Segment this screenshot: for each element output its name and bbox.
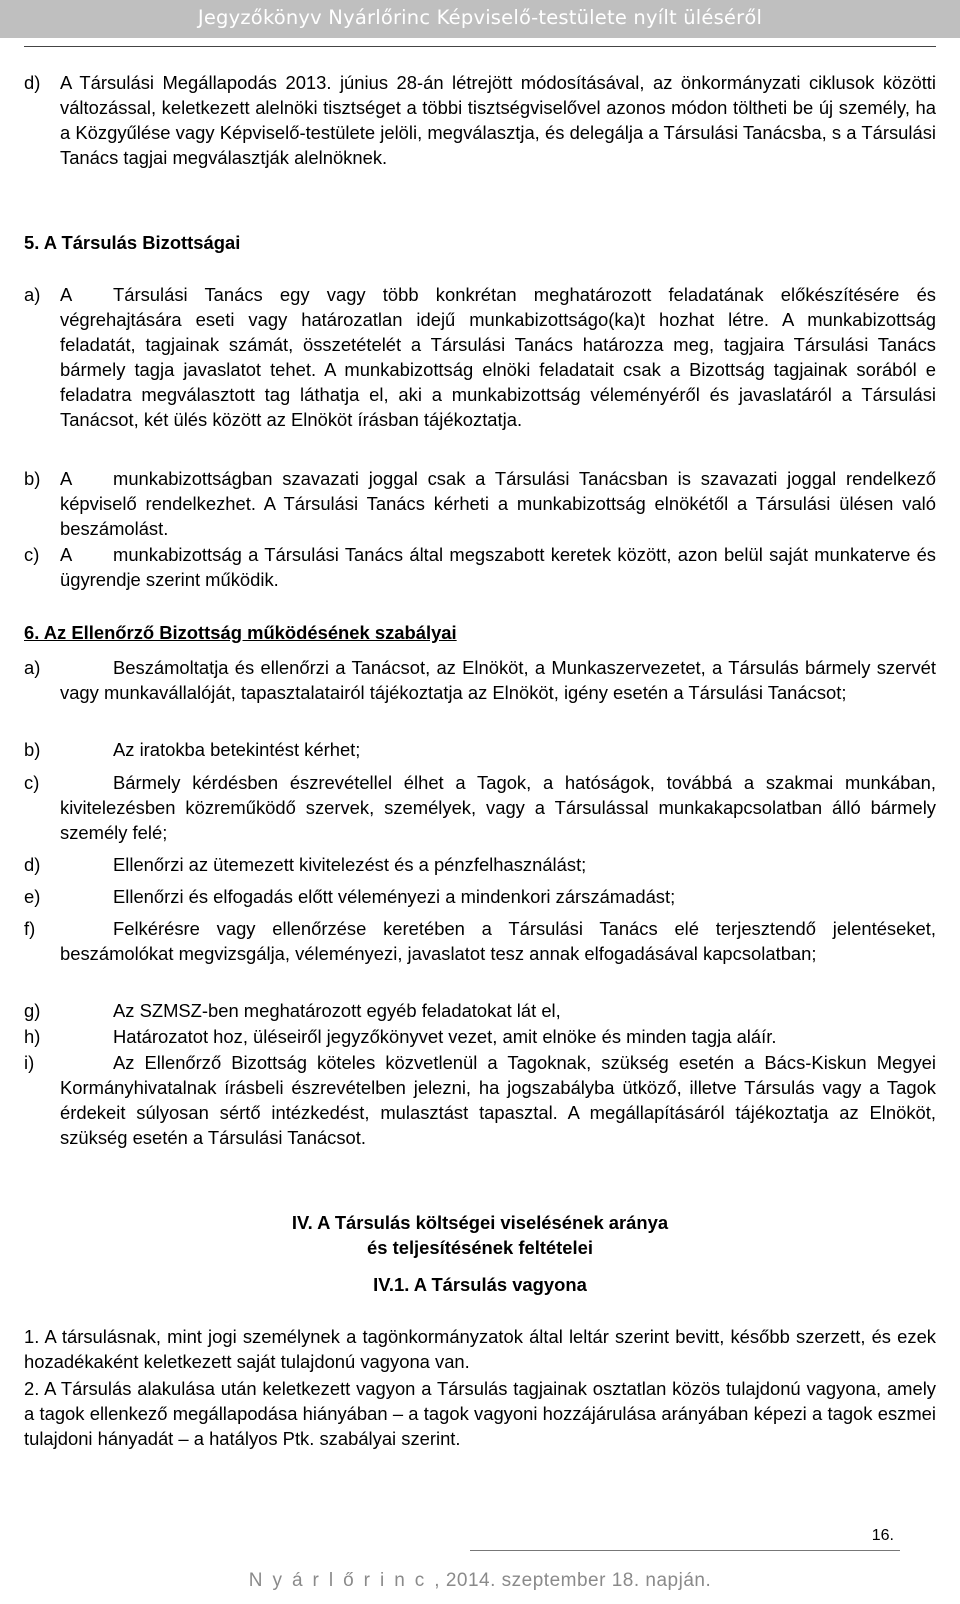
item-label: e) (24, 886, 41, 907)
section-6-heading: 6. Az Ellenőrző Bizottság működésének szabályai (24, 622, 457, 643)
item-label: c) (24, 544, 40, 565)
item-text: Határozatot hoz, üléseiről jegyzőkönyvet vezet, amit elnöke és minden tagja aláír. (113, 1026, 777, 1047)
item-label: b) (24, 739, 41, 760)
section-6-item-f (24, 916, 936, 966)
item-label: f) (24, 918, 36, 939)
section-6-item-h (24, 1024, 936, 1049)
section-5-item-b (24, 466, 936, 541)
page-header (0, 0, 960, 38)
section-5-heading: 5. A Társulás Bizottságai (24, 232, 241, 253)
item-label: b) (24, 468, 41, 489)
item-label: d) (24, 854, 41, 875)
page-number: 16. (871, 1527, 894, 1544)
item-text: Az SZMSZ-ben meghatározott egyéb feladatokat lát el, (113, 1000, 561, 1021)
item-text: Az Ellenőrző Bizottság köteles közvetlenül a Tagoknak, szükség esetén a Bács-Kiskun Megyei Kormányhivatalnak írásbeli észrevételben jelezni, ha jogszabályba ütköző, illetve Társulás vagy a Tagok érdekeit súlyosan sértő intézkedést, mulasztást tapasztal. A megállapításáról tájékoztatja az Elnököt, szükség esetén a Társulási Tanácsot. (60, 1052, 936, 1148)
section-5-item-c (24, 542, 936, 592)
chapter-paragraph-1 (24, 1324, 936, 1374)
item-lead: A (60, 468, 73, 489)
section-6-item-i (24, 1050, 936, 1150)
section-6-item-b (24, 737, 936, 762)
item-text: Ellenőrzi és elfogadás előtt véleményezi a mindenkori zárszámadást; (113, 886, 676, 907)
chapter-title-line-2: és teljesítésének feltételei (367, 1237, 593, 1258)
item-lead: A (60, 284, 73, 305)
section-6-item-g (24, 998, 936, 1023)
section-5 (24, 230, 936, 255)
item-text: Az iratokba betekintést kérhet; (113, 739, 361, 760)
item-text: Felkérésre vagy ellenőrzése keretében a Társulási Tanács elé terjesztendő jelentéseket, beszámolókat megvizsgálja, véleményezi, javaslatot tesz annak elfogadásával kapcsolatban; (60, 918, 936, 964)
intro-block (24, 70, 936, 170)
chapter-title-line-1: IV. A Társulás költségei viselésének aránya (291, 1212, 669, 1233)
page-footer (0, 1570, 960, 1592)
item-text: munkabizottságban szavazati joggal csak a Társulási Tanácsban is szavazati joggal rendelkező képviselő rendelkezhet. A Társulási Tanács kérheti a munkabizottság elnökétől a Társulási ülésen való beszámolást. (60, 468, 936, 539)
chapter-subtitle-text: IV.1. A Társulás vagyona (373, 1274, 587, 1295)
item-label: a) (24, 657, 41, 678)
footer-date: , 2014. szeptember 18. napján. (434, 1570, 712, 1591)
item-label: a) (24, 284, 41, 305)
item-label: h) (24, 1026, 41, 1047)
paragraph-text: 1. A társulásnak, mint jogi személynek a tagönkormányzatok által leltár szerint bevitt, később szerzett, és ezek hozadékaként keletkezett saját tulajdonú vagyona van. (24, 1326, 936, 1372)
chapter-title (24, 1210, 936, 1260)
section-6-item-a (24, 655, 936, 705)
paragraph-text: 2. A Társulás alakulása után keletkezett vagyon a Társulás tagjainak osztatlan közös tulajdonú vagyona, amely a tagok ellenkező megállapodása hiányában – a tagok vagyoni hozzájárulása arányában képezi a tagok eszmei tulajdoni hányadát – a hatályos Ptk. szabályai szerint. (24, 1378, 936, 1449)
item-text: munkabizottság a Társulási Tanács által megszabott keretek között, azon belül saját munkaterve és ügyrendje szerint működik. (60, 544, 936, 590)
item-text: Társulási Tanács egy vagy több konkrétan meghatározott feladatának előkészítésére és végrehajtására eseti vagy határozatlan idejű munkabizottságo(ka)t hozhat létre. A munkabizottság feladatát, tagjainak számát, összetételét a Társulási Tanács határozza meg, tagjaira Társulási Tanács bármely tagja javaslatot tehet. A munkabizottság elnöki feladatait csak a Bizottság tagjainak sorából e feladatra megválasztott tag láthatja el, aki a munkabizottság véleményéről és javaslatáról a Társulási Tanácsot, két ülés között az Elnököt írásban tájékoztatja. (60, 284, 936, 430)
item-text: Beszámoltatja és ellenőrzi a Tanácsot, az Elnököt, a Munkaszervezetet, a Társulás bármely szervét vagy munkavállalóját, tapasztalatairól tájékoztatja az Elnököt, igény esetén a Társulási Tanácsot; (60, 657, 936, 703)
section-5-item-a (24, 282, 936, 432)
intro-item-text: A Társulási Megállapodás 2013. június 28-án létrejött módosításával, az önkormányzati ciklusok közötti változással, keletkezett alelnöki tisztséget a többi tisztségviselővel azonos módon töltheti be új személy, ha a Közgyűlése vagy Képviselő-testülete jelöli, megválasztja, és delegálja a Társulási Tanácsba, s a Társulási Tanács tagjai megválasztják alelnöknek. (60, 72, 936, 168)
section-6-item-e (24, 884, 936, 909)
item-label: i) (24, 1052, 35, 1073)
intro-item-d (24, 70, 936, 170)
item-label: g) (24, 1000, 41, 1021)
section-6-item-c (24, 770, 936, 845)
section-6 (24, 620, 936, 645)
footer-rule (470, 1550, 900, 1551)
item-text: Ellenőrzi az ütemezett kivitelezést és a pénzfelhasználást; (113, 854, 587, 875)
chapter-subtitle (24, 1272, 936, 1297)
footer-village: Nyárlőrinc (248, 1570, 435, 1591)
section-6-item-d (24, 852, 936, 877)
intro-item-label: d) (24, 72, 41, 93)
header-title: Jegyzőkönyv Nyárlőrinc Képviselő-testülete nyílt üléséről (197, 6, 763, 29)
header-rule (24, 46, 936, 47)
item-text: Bármely kérdésben észrevétellel élhet a Tagok, a hatóságok, továbbá a szakmai munkában, kivitelezésben közreműködő szervek, személyek, vagy a Társulással munkakapcsolatban álló bármely személy felé; (60, 772, 936, 843)
item-lead: A (60, 544, 73, 565)
item-label: c) (24, 772, 40, 793)
chapter-paragraph-2 (24, 1376, 936, 1451)
